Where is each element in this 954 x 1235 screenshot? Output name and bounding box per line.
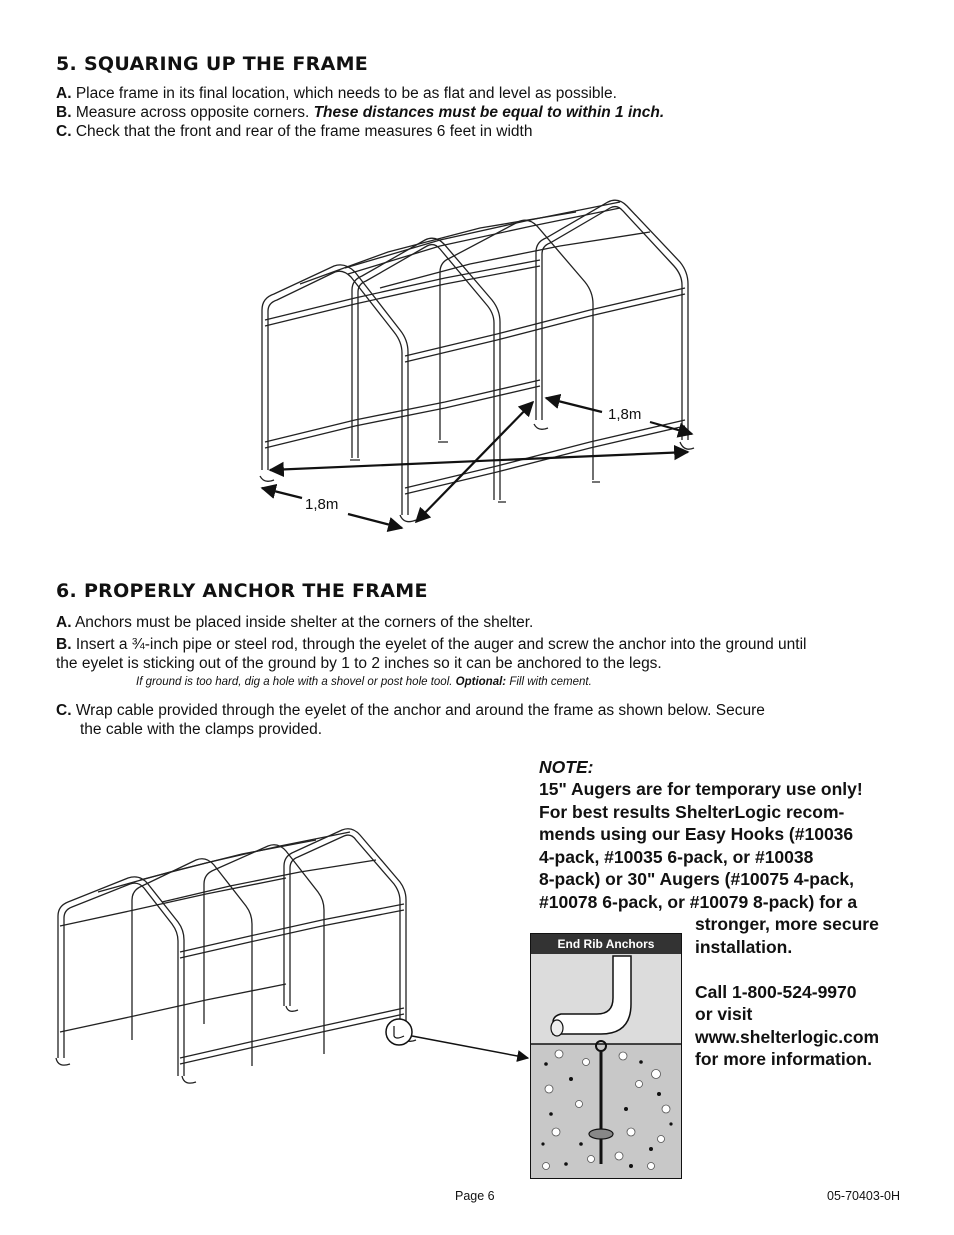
step-label: B. [56, 104, 72, 121]
step-6b-note [136, 676, 592, 688]
step-text: Measure across opposite corners. [75, 104, 310, 121]
step-5c [56, 122, 532, 141]
auger-flight [589, 1129, 613, 1139]
note-line: For best results ShelterLogic recom- [539, 801, 845, 822]
note-emphasis: Optional: [455, 676, 507, 688]
callout-arrow [412, 1036, 528, 1058]
frame-tubes [56, 829, 416, 1083]
step-label: A. [56, 85, 72, 102]
step-5b [56, 103, 664, 122]
inset-title: End Rib Anchors [531, 934, 681, 954]
note-text-block-2 [695, 913, 879, 1071]
diagonal-arrow [270, 452, 688, 470]
note-line: mends using our Easy Hooks (#10036 [539, 824, 854, 844]
step-label: C. [56, 123, 72, 140]
note-line: installation. [695, 936, 793, 957]
note-text-block [539, 778, 863, 913]
end-rib-anchor-inset [530, 933, 682, 1179]
frame-squaring-diagram [240, 180, 710, 540]
note-line: for more information. [695, 1049, 872, 1069]
document-number: 05-70403-0H [827, 1189, 900, 1203]
note-line: or visit [695, 1004, 753, 1024]
note-line: 4-pack, #10035 6-pack, or #10038 [539, 846, 814, 867]
note-line: 8-pack) or 30" Augers (#10075 4-pack, [539, 869, 855, 889]
frame-tubes [260, 200, 694, 521]
note-line: Call 1-800-524-9970 [695, 981, 857, 1002]
step-text: Wrap cable provided through the eyelet of the anchor and around the frame as shown below. Secure [75, 702, 765, 719]
step-6b [56, 635, 807, 654]
page-number: Page 6 [455, 1189, 495, 1203]
section-6-heading: 6. PROPERLY ANCHOR THE FRAME [56, 580, 428, 602]
dimension-arrow [262, 488, 302, 498]
step-label: B. [56, 636, 72, 653]
ground [531, 1044, 681, 1178]
step-6b-cont: the eyelet is sticking out of the ground by 1 to 2 inches so it can be anchored to the legs. [56, 655, 662, 672]
leg-tube [553, 956, 631, 1034]
section-5-heading: 5. SQUARING UP THE FRAME [56, 53, 369, 75]
note-heading: NOTE: [539, 757, 594, 777]
dimension-label: 1,8m [305, 496, 339, 513]
note-line: #10078 6-pack, or #10079 8-pack) for a [539, 891, 858, 912]
step-text: Insert a ¾-inch pipe or steel rod, through the eyelet of the auger and screw the anchor into the ground until [75, 636, 807, 653]
step-6a [56, 613, 533, 632]
note-line: stronger, more secure [695, 914, 879, 934]
dimension-arrow [348, 514, 402, 528]
step-emphasis: These distances must be equal to within 1 inch. [313, 104, 665, 121]
anchor-callout-circle [386, 1019, 412, 1045]
step-6c [56, 701, 765, 720]
anchored-frame-diagram [50, 820, 530, 1100]
anchor-illustration [531, 934, 681, 1178]
step-5a [56, 84, 617, 103]
step-text: Anchors must be placed inside shelter at the corners of the shelter. [74, 614, 534, 631]
note-line: www.shelterlogic.com [695, 1026, 880, 1047]
step-text: Check that the front and rear of the frame measures 6 feet in width [75, 123, 533, 140]
note-text: Fill with cement. [509, 676, 592, 688]
step-text: Place frame in its final location, which needs to be as flat and level as possible. [75, 85, 617, 102]
step-label: C. [56, 702, 72, 719]
note-text: If ground is too hard, dig a hole with a shovel or post hole tool. [136, 676, 453, 688]
note-line [695, 958, 879, 981]
step-6c-cont: the cable with the clamps provided. [80, 721, 323, 738]
note-line: 15" Augers are for temporary use only! [539, 779, 863, 799]
dimension-label: 1,8m [608, 406, 642, 423]
step-label: A. [56, 614, 72, 631]
